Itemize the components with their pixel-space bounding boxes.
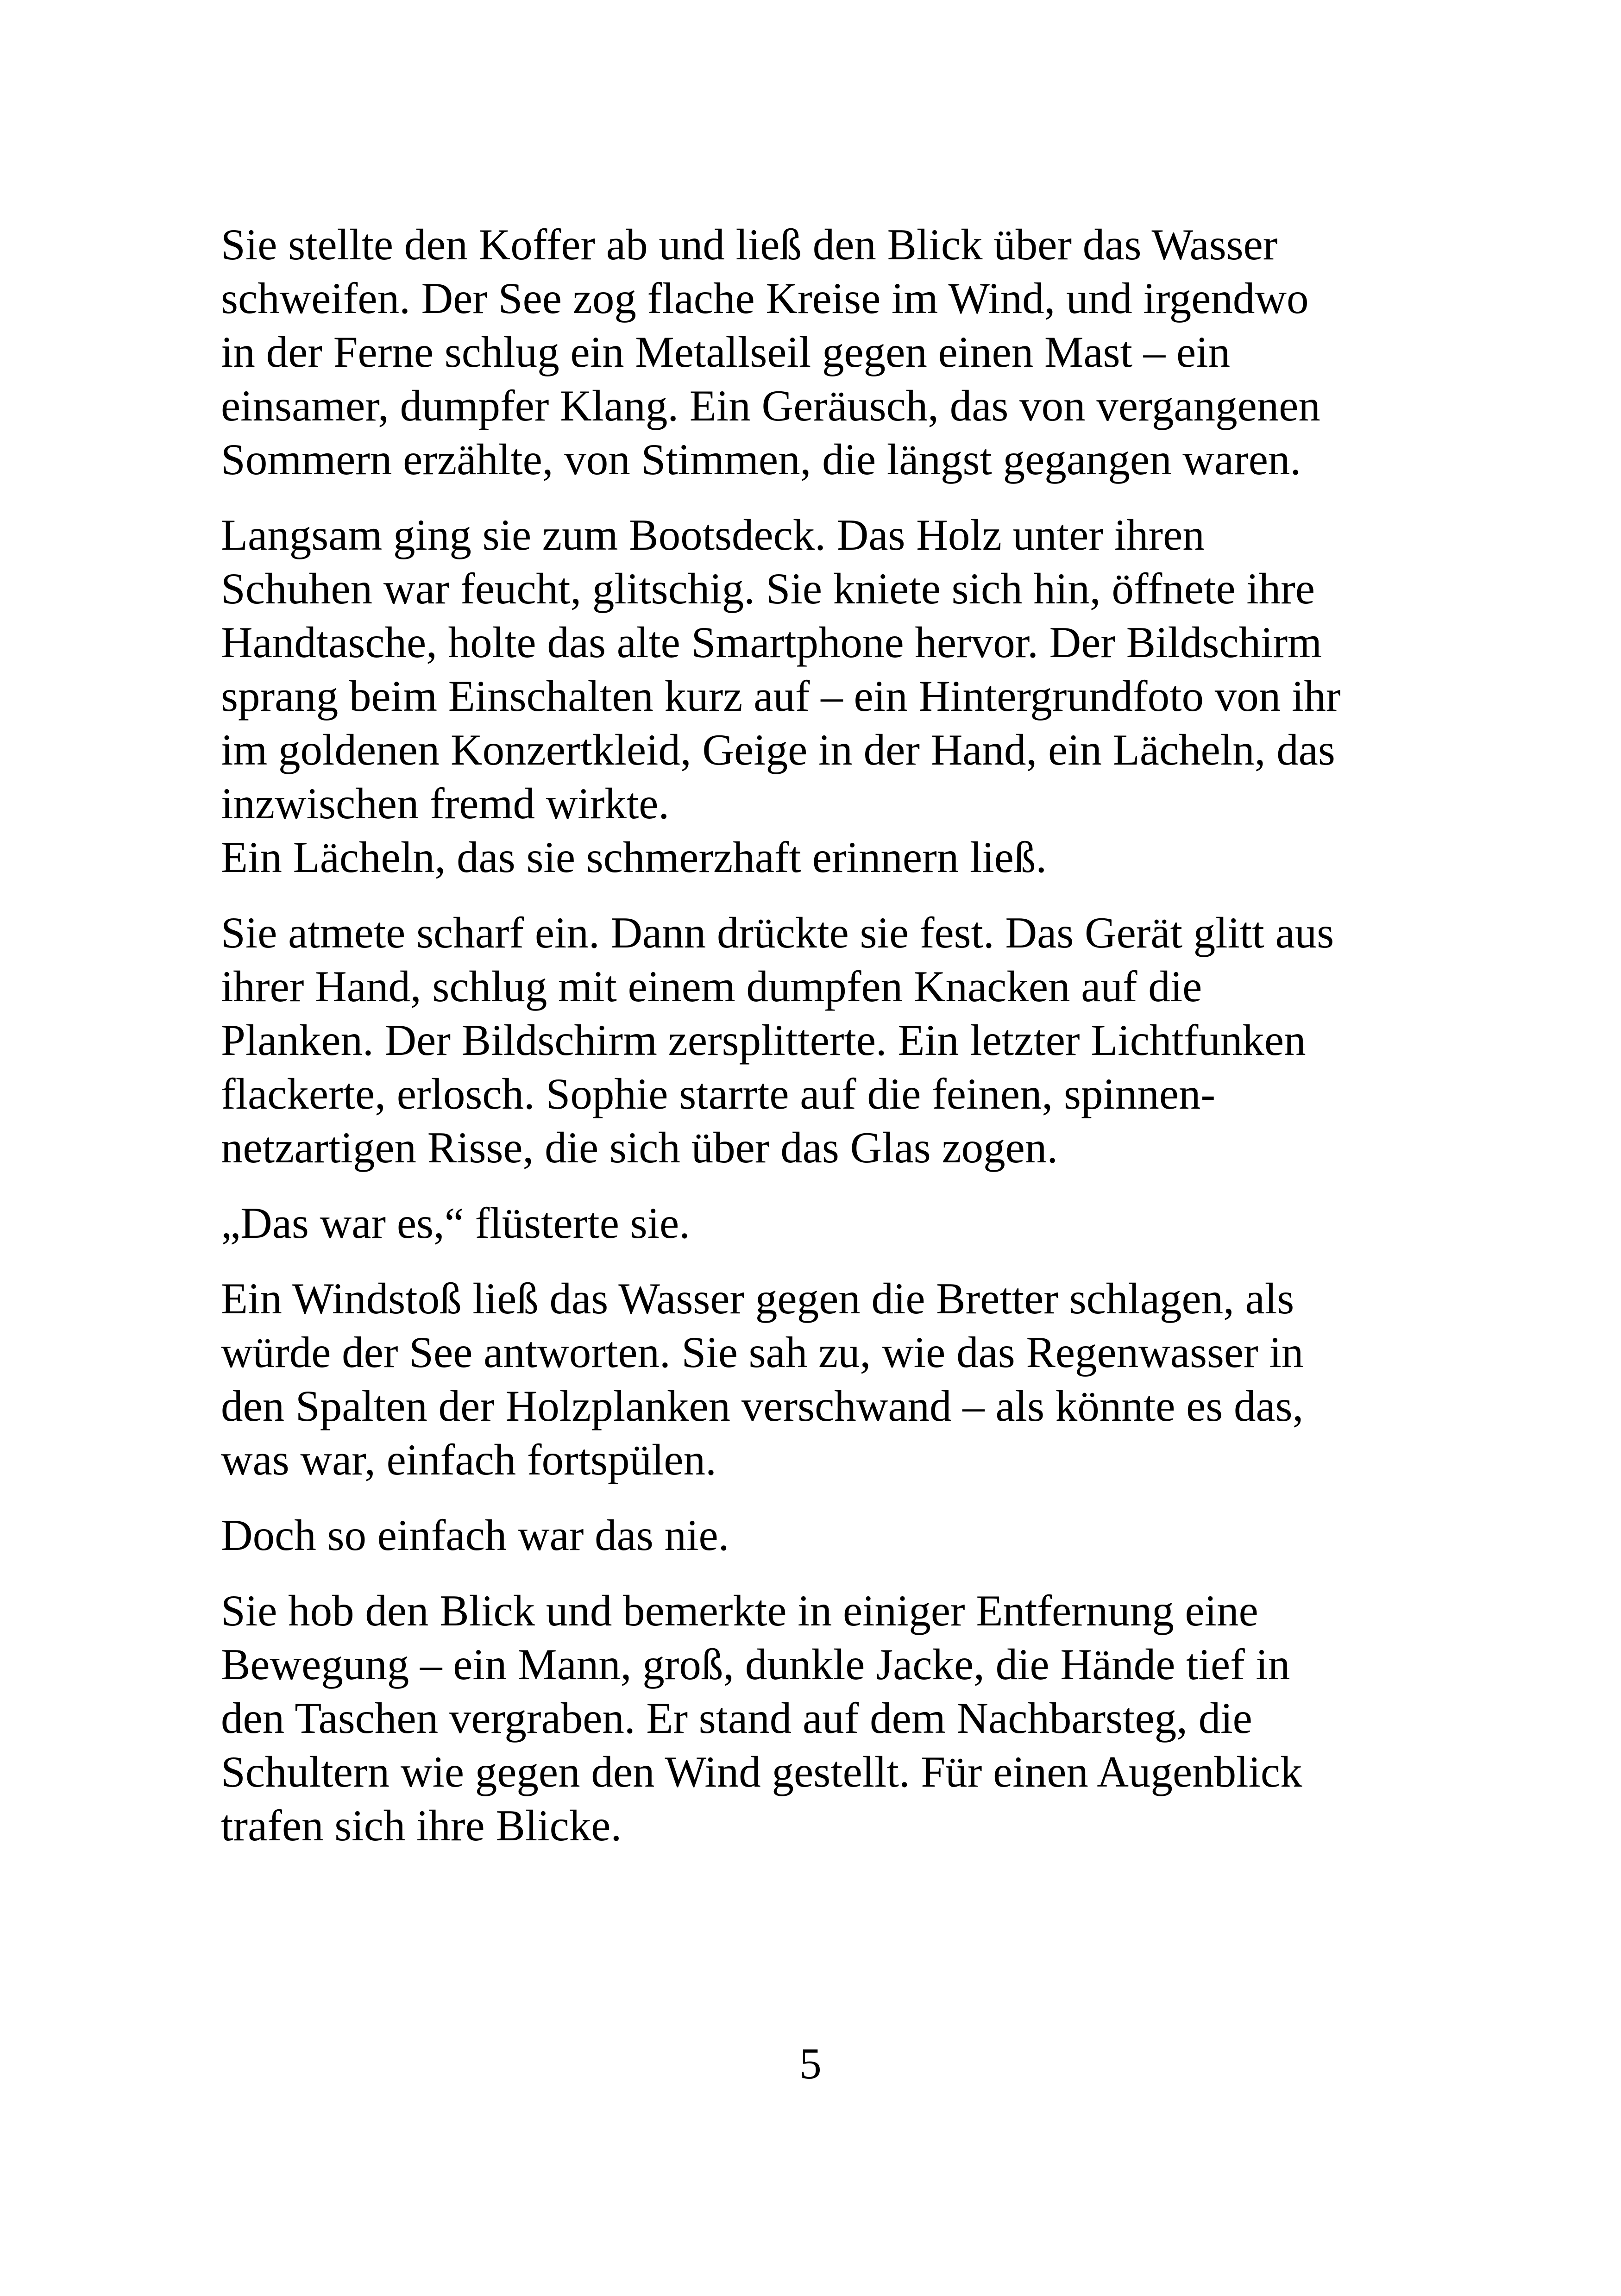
text-line: Schuhen war feucht, glitschig. Sie kniete sich hin, öffnete ihre [221,564,1315,613]
paragraph-2 [221,508,1434,884]
text-line: schweifen. Der See zog flache Kreise im Wind, und irgendwo [221,274,1309,323]
page-number: 5 [799,2039,822,2088]
text-line: was war, einfach fortspülen. [221,1435,716,1484]
text-line: netzartigen Risse, die sich über das Glas zogen. [221,1123,1058,1172]
text-line: Planken. Der Bildschirm zersplitterte. Ein letzter Lichtfunken [221,1016,1306,1065]
text-line: flackerte, erlosch. Sophie starrte auf die feinen, spinnen- [221,1069,1216,1118]
paragraph-7 [221,1584,1434,1852]
text-line: Sie stellte den Koffer ab und ließ den Blick über das Wasser [221,220,1278,269]
paragraph-3 [221,906,1434,1174]
text-line: im goldenen Konzertkleid, Geige in der Hand, ein Lächeln, das [221,725,1335,774]
text-line: in der Ferne schlug ein Metallseil gegen einen Mast – ein [221,327,1231,376]
text-line: würde der See antworten. Sie sah zu, wie das Regenwasser in [221,1328,1304,1377]
text-line: sprang beim Einschalten kurz auf – ein Hintergrundfoto von ihr [221,671,1341,721]
text-line: Langsam ging sie zum Bootsdeck. Das Holz unter ihren [221,510,1205,559]
text-line: Sie hob den Blick und bemerkte in einiger Entfernung eine [221,1586,1258,1635]
paragraph-6 [221,1508,1434,1562]
text-line: „Das war es,“ flüsterte sie. [221,1198,690,1248]
text-line: trafen sich ihre Blicke. [221,1801,622,1850]
text-line: Schultern wie gegen den Wind gestellt. Für einen Augenblick [221,1747,1302,1796]
text-line: einsamer, dumpfer Klang. Ein Geräusch, das von vergangenen [221,381,1320,430]
paragraph-5 [221,1272,1434,1487]
text-line: ihrer Hand, schlug mit einem dumpfen Knacken auf die [221,962,1202,1011]
text-line: Doch so einfach war das nie. [221,1511,729,1560]
text-line: Bewegung – ein Mann, groß, dunkle Jacke, die Hände tief in [221,1640,1290,1689]
text-line: Sie atmete scharf ein. Dann drückte sie fest. Das Gerät glitt aus [221,908,1334,957]
text-line: den Spalten der Holzplanken verschwand – als könnte es das, [221,1381,1304,1430]
text-line: den Taschen vergraben. Er stand auf dem Nachbarsteg, die [221,1694,1252,1743]
body-text [221,218,1434,1874]
text-line: inzwischen fremd wirkte. [221,779,670,828]
text-line: Ein Lächeln, das sie schmerzhaft erinnern ließ. [221,833,1047,882]
paragraph-1 [221,218,1434,486]
text-line: Handtasche, holte das alte Smartphone hervor. Der Bildschirm [221,618,1322,667]
text-line: Sommern erzählte, von Stimmen, die längst gegangen waren. [221,435,1301,484]
text-line: Ein Windstoß ließ das Wasser gegen die Bretter schlagen, als [221,1274,1294,1323]
paragraph-4 [221,1196,1434,1250]
